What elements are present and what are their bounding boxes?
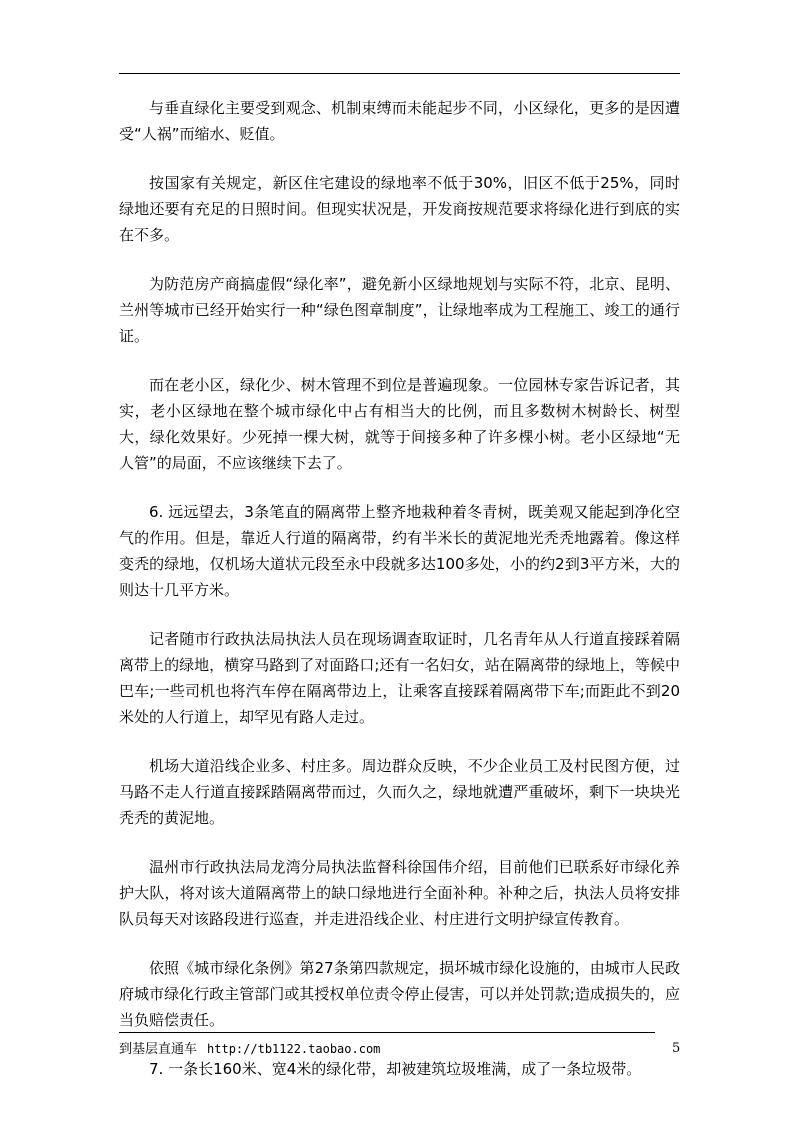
paragraph: 依照《城市绿化条例》第27条第四款规定，损坏城市绿化设施的，由城市人民政府城市绿化行政主管部门或其授权单位责令停止侵害，可以并处罚款;造成损失的，应当负赔偿责任。 <box>119 959 680 1029</box>
paragraph: 按国家有关规定，新区住宅建设的绿地率不低于30%，旧区不低于25%，同时绿地还要有充足的日照时间。但现实状况是，开发商按规范要求将绿化进行到底的实在不多。 <box>119 174 680 244</box>
footer <box>119 1040 380 1059</box>
paragraph: 7. 一条长160米、宽4米的绿化带，却被建筑垃圾堆满，成了一条垃圾带。 <box>149 1060 642 1078</box>
paragraph: 机场大道沿线企业多、村庄多。周边群众反映，不少企业员工及村民图方便，过马路不走人行道直接踩踏隔离带而过，久而久之，绿地就遭严重破坏，剩下一块块光秃秃的黄泥地。 <box>119 757 680 827</box>
footer-rule <box>119 1032 655 1033</box>
paragraph: 温州市行政执法局龙湾分局执法监督科徐国伟介绍，目前他们已联系好市绿化养护大队，将对该大道隔离带上的缺口绿地进行全面补种。补种之后，执法人员将安排队员每天对该路段进行巡查，并走进沿线企业、村庄进行文明护绿宣传教育。 <box>119 858 680 928</box>
paragraph: 6. 远远望去，3条笔直的隔离带上整齐地栽种着冬青树，既美观又能起到净化空气的作用。但是，靠近人行道的隔离带，约有半米长的黄泥地光秃秃地露着。像这样变秃的绿地，仅机场大道状元段至永中段就多达100多处，小的约2到3平方米，大的则达十几平方米。 <box>119 503 680 599</box>
footer-label: 到基层直通车 <box>119 1042 198 1057</box>
paragraph: 记者随市行政执法局执法人员在现场调查取证时，几名青年从人行道直接踩着隔离带上的绿地，横穿马路到了对面路口;还有一名妇女，站在隔离带的绿地上，等候中巴车;一些司机也将汽车停在隔离带边上，让乘客直接踩着隔离带下车;而距此不到20米处的人行道上，却罕见有路人走过。 <box>119 630 680 726</box>
paragraph: 为防范房产商搞虚假“绿化率”，避免新小区绿地规划与实际不符，北京、昆明、兰州等城市已经开始实行一种“绿色图章制度”，让绿地率成为工程施工、竣工的通行证。 <box>119 275 680 345</box>
page-number: 5 <box>672 1041 681 1056</box>
document-body <box>119 95 680 1105</box>
paragraph: 而在老小区，绿化少、树木管理不到位是普遍现象。一位园林专家告诉记者，其实，老小区绿地在整个城市绿化中占有相当大的比例，而且多数树木树龄长、树型大，绿化效果好。少死掉一棵大树，就等于间接多种了许多棵小树。老小区绿地“无人管”的局面，不应该继续下去了。 <box>119 376 680 472</box>
footer-url-link[interactable]: http://tb1122.taobao.com <box>207 1042 381 1056</box>
header-rule <box>119 73 680 74</box>
paragraph: 与垂直绿化主要受到观念、机制束缚而未能起步不同，小区绿化，更多的是因遭受“人祸”而缩水、贬值。 <box>119 99 680 143</box>
